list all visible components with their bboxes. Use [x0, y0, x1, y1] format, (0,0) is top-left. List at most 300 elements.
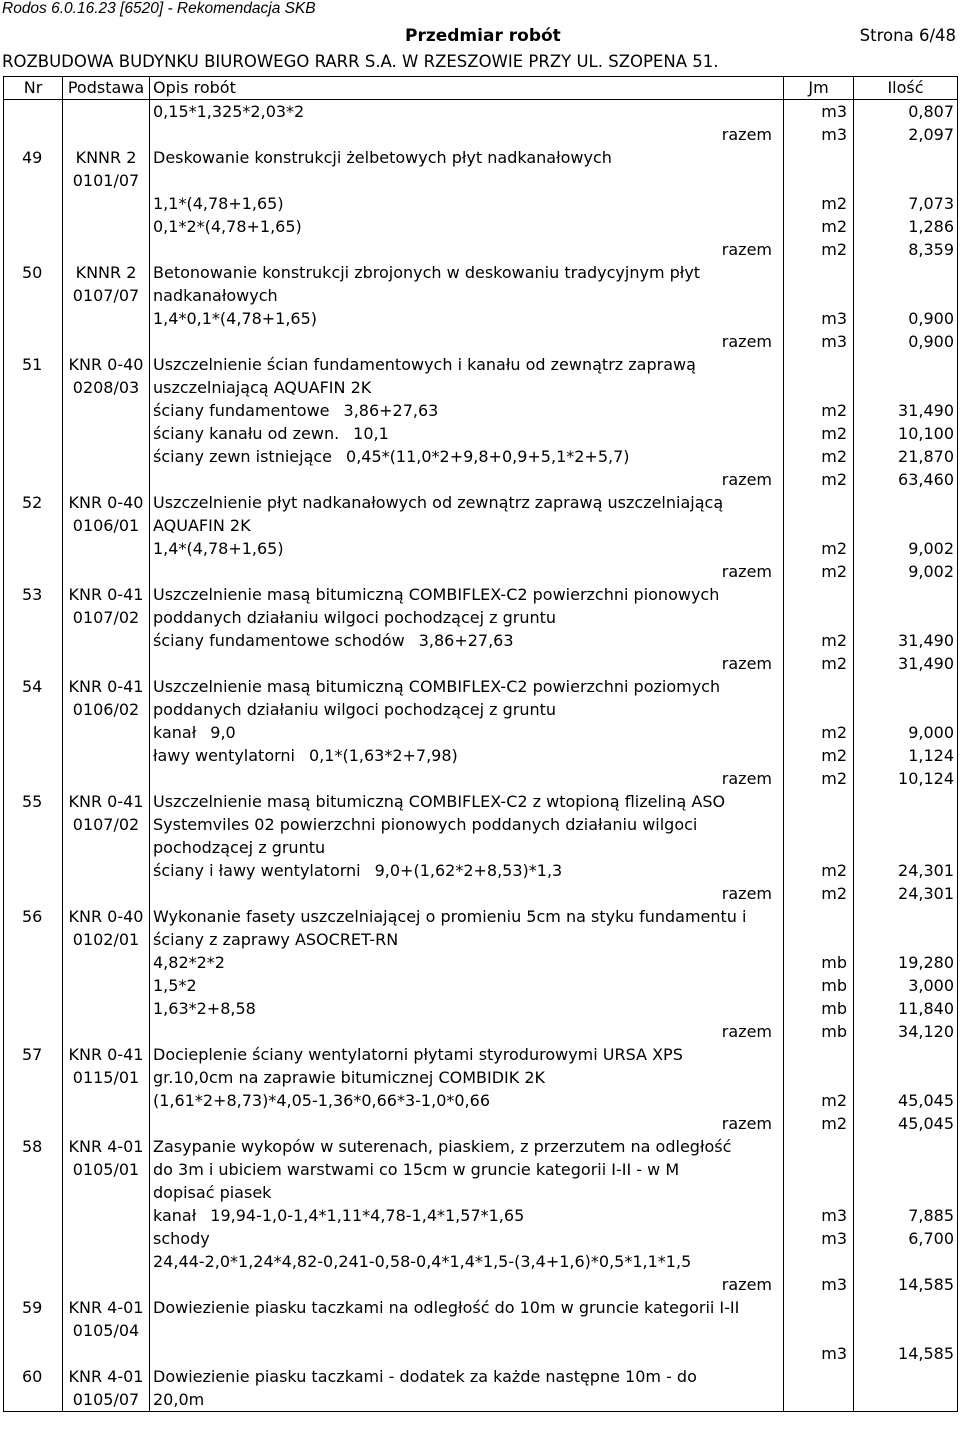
podstawa-cell — [63, 652, 150, 675]
item-number: 50 — [4, 261, 63, 284]
col-header-opis: Opis robót — [150, 77, 784, 100]
item-number — [4, 1181, 63, 1204]
item-basis: KNR 4-01 — [63, 1296, 150, 1319]
measurement-label: ławy wentylatorni — [153, 746, 295, 765]
list-item — [4, 169, 958, 192]
nr-cell — [4, 537, 63, 560]
item-number — [4, 928, 63, 951]
jm-cell: m3 — [784, 1204, 854, 1227]
measurement-cell — [150, 192, 784, 215]
ilosc-cell — [854, 1296, 958, 1319]
podstawa-cell — [63, 1089, 150, 1112]
podstawa-cell — [63, 629, 150, 652]
measurement — [153, 1204, 780, 1227]
measurement-expression: 4,82*2*2 — [153, 953, 225, 972]
jm-cell — [784, 169, 854, 192]
jm-cell: m2 — [784, 422, 854, 445]
item-description: Systemviles 02 powierzchni pionowych poddanych działaniu wilgoci — [150, 813, 784, 836]
razem-label-cell — [150, 560, 784, 583]
item-number — [4, 1158, 63, 1181]
ilosc-cell: 11,840 — [854, 997, 958, 1020]
measurement-label: ściany fundamentowe schodów — [153, 631, 405, 650]
ilosc-cell — [854, 514, 958, 537]
item-description: Dowiezienie piasku taczkami - dodatek za każde następne 10m - do — [150, 1365, 784, 1388]
measurement-expression: 10,1 — [353, 424, 389, 443]
item-number — [4, 376, 63, 399]
col-header-jm: Jm — [784, 77, 854, 100]
nr-cell — [4, 399, 63, 422]
jm-cell: m2 — [784, 192, 854, 215]
measurement — [153, 997, 780, 1020]
table-row — [4, 721, 958, 744]
col-header-ilosc: Ilość — [854, 77, 958, 100]
list-item — [4, 1319, 958, 1342]
table-row — [4, 951, 958, 974]
razem-label: razem — [721, 240, 772, 259]
podstawa-cell — [63, 307, 150, 330]
podstawa-cell — [63, 560, 150, 583]
ilosc-cell: 31,490 — [854, 399, 958, 422]
measurement-cell — [150, 445, 784, 468]
jm-cell: m2 — [784, 767, 854, 790]
jm-cell: mb — [784, 951, 854, 974]
ilosc-cell — [854, 261, 958, 284]
item-basis: 0107/07 — [63, 284, 150, 307]
ilosc-cell — [854, 376, 958, 399]
nr-cell — [4, 859, 63, 882]
table-row — [4, 100, 958, 124]
jm-cell: m2 — [784, 629, 854, 652]
jm-cell: m2 — [784, 560, 854, 583]
measurement-cell — [150, 721, 784, 744]
item-number — [4, 698, 63, 721]
razem-label-cell — [150, 238, 784, 261]
ilosc-cell: 34,120 — [854, 1020, 958, 1043]
ilosc-cell — [854, 1135, 958, 1158]
item-basis: 0106/02 — [63, 698, 150, 721]
item-basis: 0107/02 — [63, 813, 150, 836]
podstawa-cell — [63, 1112, 150, 1135]
measurement-cell — [150, 307, 784, 330]
item-description: AQUAFIN 2K — [150, 514, 784, 537]
list-item — [4, 928, 958, 951]
razem-label: razem — [721, 562, 772, 581]
measurement — [153, 399, 780, 422]
item-description: nadkanałowych — [150, 284, 784, 307]
nr-cell — [4, 1089, 63, 1112]
table-row — [4, 307, 958, 330]
item-number — [4, 514, 63, 537]
razem-label-cell — [150, 330, 784, 353]
nr-cell — [4, 192, 63, 215]
item-basis: KNR 0-41 — [63, 583, 150, 606]
jm-cell: m2 — [784, 1112, 854, 1135]
jm-cell: m3 — [784, 1273, 854, 1296]
podstawa-cell — [63, 445, 150, 468]
podstawa-cell — [63, 1020, 150, 1043]
jm-cell — [784, 836, 854, 859]
ilosc-cell: 8,359 — [854, 238, 958, 261]
item-number: 54 — [4, 675, 63, 698]
measurement — [153, 307, 780, 330]
ilosc-cell: 7,885 — [854, 1204, 958, 1227]
ilosc-cell — [854, 1066, 958, 1089]
measurement-expression: 1,5*2 — [153, 976, 197, 995]
razem-label: razem — [721, 884, 772, 903]
measurement-cell — [150, 1204, 784, 1227]
jm-cell — [784, 583, 854, 606]
measurement-cell — [150, 399, 784, 422]
measurement — [153, 721, 780, 744]
list-item — [4, 514, 958, 537]
ilosc-cell: 24,301 — [854, 859, 958, 882]
measurement-cell — [150, 422, 784, 445]
nr-cell — [4, 652, 63, 675]
podstawa-cell — [63, 859, 150, 882]
list-item — [4, 1135, 958, 1158]
item-basis: 0208/03 — [63, 376, 150, 399]
measurement-label: kanał — [153, 723, 197, 742]
ilosc-cell: 9,002 — [854, 560, 958, 583]
measurement-cell — [150, 629, 784, 652]
measurement — [153, 422, 780, 445]
item-number — [4, 1319, 63, 1342]
table-row — [4, 215, 958, 238]
nr-cell — [4, 629, 63, 652]
item-description: Uszczelnienie ścian fundamentowych i kanału od zewnątrz zaprawą — [150, 353, 784, 376]
item-basis: KNR 4-01 — [63, 1135, 150, 1158]
item-basis: KNR 0-41 — [63, 675, 150, 698]
item-description: Docieplenie ściany wentylatorni płytami styrodurowymi URSA XPS — [150, 1043, 784, 1066]
razem-label: razem — [721, 1114, 772, 1133]
podstawa-cell — [63, 951, 150, 974]
nr-cell — [4, 1020, 63, 1043]
razem-label-cell — [150, 1112, 784, 1135]
podstawa-cell — [63, 215, 150, 238]
podstawa-cell — [63, 100, 150, 124]
list-item — [4, 1158, 958, 1181]
measurement — [153, 629, 780, 652]
jm-cell — [784, 284, 854, 307]
item-basis: 0107/02 — [63, 606, 150, 629]
nr-cell — [4, 307, 63, 330]
ilosc-cell: 45,045 — [854, 1089, 958, 1112]
ilosc-cell: 6,700 — [854, 1227, 958, 1273]
razem-label: razem — [721, 125, 772, 144]
nr-cell — [4, 445, 63, 468]
list-item — [4, 284, 958, 307]
razem-row — [4, 468, 958, 491]
nr-cell — [4, 1112, 63, 1135]
podstawa-cell — [63, 1342, 150, 1365]
item-number: 59 — [4, 1296, 63, 1319]
table-row — [4, 629, 958, 652]
nr-cell — [4, 123, 63, 146]
ilosc-cell: 31,490 — [854, 652, 958, 675]
item-description: Uszczelnienie masą bitumiczną COMBIFLEX-C2 z wtopioną flizeliną ASO — [150, 790, 784, 813]
jm-cell — [784, 1365, 854, 1388]
item-number: 53 — [4, 583, 63, 606]
ilosc-cell: 0,807 — [854, 100, 958, 124]
ilosc-cell — [854, 1365, 958, 1388]
item-description: 20,0m — [150, 1388, 784, 1412]
razem-row — [4, 238, 958, 261]
ilosc-cell — [854, 905, 958, 928]
ilosc-cell: 10,124 — [854, 767, 958, 790]
ilosc-cell: 0,900 — [854, 330, 958, 353]
item-basis — [63, 1181, 150, 1204]
measurement — [153, 974, 780, 997]
podstawa-cell — [63, 767, 150, 790]
list-item — [4, 1296, 958, 1319]
podstawa-cell — [63, 330, 150, 353]
ilosc-cell: 9,002 — [854, 537, 958, 560]
item-basis: 0106/01 — [63, 514, 150, 537]
item-basis: KNR 4-01 — [63, 1365, 150, 1388]
podstawa-cell — [63, 192, 150, 215]
ilosc-cell — [854, 146, 958, 169]
nr-cell — [4, 1342, 63, 1365]
item-description: Deskowanie konstrukcji żelbetowych płyt nadkanałowych — [150, 146, 784, 169]
measurement — [153, 537, 780, 560]
item-number — [4, 284, 63, 307]
jm-cell: mb — [784, 997, 854, 1020]
measurement-label: ściany zewn istniejące — [153, 447, 333, 466]
ilosc-cell — [854, 1319, 958, 1342]
measurement-label: ściany fundamentowe — [153, 401, 330, 420]
jm-cell: m3 — [784, 1227, 854, 1273]
podstawa-cell — [63, 744, 150, 767]
item-description: Dowiezienie piasku taczkami na odległość do 10m w gruncie kategorii I-II — [150, 1296, 784, 1319]
razem-row — [4, 123, 958, 146]
item-number: 57 — [4, 1043, 63, 1066]
measurement-expression: 1,63*2+8,58 — [153, 999, 256, 1018]
jm-cell: m2 — [784, 215, 854, 238]
jm-cell — [784, 1066, 854, 1089]
jm-cell — [784, 1158, 854, 1181]
item-basis: 0102/01 — [63, 928, 150, 951]
jm-cell — [784, 353, 854, 376]
razem-label: razem — [721, 1022, 772, 1041]
razem-label: razem — [721, 1275, 772, 1294]
razem-row — [4, 330, 958, 353]
ilosc-cell: 1,124 — [854, 744, 958, 767]
ilosc-cell — [854, 836, 958, 859]
table-row — [4, 859, 958, 882]
ilosc-cell — [854, 928, 958, 951]
jm-cell — [784, 1296, 854, 1319]
measurement — [153, 859, 780, 882]
nr-cell — [4, 744, 63, 767]
measurement-expression: 24,44-2,0*1,24*4,82-0,241-0,58-0,4*1,4*1,5-(3,4+1,6)*0,5*1,1*1,5 — [153, 1252, 692, 1271]
project-name: ROZBUDOWA BUDYNKU BIUROWEGO RARR S.A. W RZESZOWIE PRZY UL. SZOPENA 51. — [2, 52, 719, 71]
jm-cell: m2 — [784, 537, 854, 560]
ilosc-cell — [854, 790, 958, 813]
ilosc-cell: 1,286 — [854, 215, 958, 238]
list-item — [4, 491, 958, 514]
item-description: Zasypanie wykopów w suterenach, piaskiem, z przerzutem na odległość — [150, 1135, 784, 1158]
list-item — [4, 905, 958, 928]
measurement — [153, 100, 780, 123]
nr-cell — [4, 951, 63, 974]
jm-cell: mb — [784, 974, 854, 997]
podstawa-cell — [63, 721, 150, 744]
table-row — [4, 997, 958, 1020]
list-item — [4, 583, 958, 606]
table-row — [4, 445, 958, 468]
podstawa-cell — [63, 468, 150, 491]
item-basis: 0115/01 — [63, 1066, 150, 1089]
ilosc-cell — [854, 813, 958, 836]
table-header-row — [4, 77, 958, 100]
item-number — [4, 606, 63, 629]
razem-row — [4, 1020, 958, 1043]
measurement-cell — [150, 1227, 784, 1273]
item-description — [150, 169, 784, 192]
razem-row — [4, 767, 958, 790]
col-header-podstawa: Podstawa — [63, 77, 150, 100]
jm-cell — [784, 698, 854, 721]
table-row — [4, 399, 958, 422]
jm-cell: m3 — [784, 330, 854, 353]
jm-cell — [784, 606, 854, 629]
jm-cell — [784, 675, 854, 698]
measurement-expression: 0,45*(11,0*2+9,8+0,9+5,1*2+5,7) — [346, 447, 630, 466]
razem-label-cell — [150, 882, 784, 905]
measurement — [153, 951, 780, 974]
item-description: poddanych działaniu wilgoci pochodzącej z gruntu — [150, 698, 784, 721]
ilosc-cell: 10,100 — [854, 422, 958, 445]
list-item — [4, 606, 958, 629]
jm-cell: m3 — [784, 100, 854, 124]
jm-cell: m2 — [784, 468, 854, 491]
podstawa-cell — [63, 123, 150, 146]
ilosc-cell: 7,073 — [854, 192, 958, 215]
ilosc-cell: 2,097 — [854, 123, 958, 146]
measurement — [153, 744, 780, 767]
ilosc-cell: 3,000 — [854, 974, 958, 997]
item-basis: KNR 0-41 — [63, 790, 150, 813]
jm-cell — [784, 1135, 854, 1158]
nr-cell — [4, 330, 63, 353]
podstawa-cell — [63, 422, 150, 445]
nr-cell — [4, 560, 63, 583]
podstawa-cell — [63, 974, 150, 997]
table-row — [4, 1089, 958, 1112]
measurement-cell — [150, 859, 784, 882]
jm-cell — [784, 1043, 854, 1066]
jm-cell — [784, 1319, 854, 1342]
podstawa-cell — [63, 537, 150, 560]
jm-cell — [784, 376, 854, 399]
item-number — [4, 813, 63, 836]
item-number: 55 — [4, 790, 63, 813]
item-description: dopisać piasek — [150, 1181, 784, 1204]
measurement-cell — [150, 997, 784, 1020]
item-basis: KNNR 2 — [63, 261, 150, 284]
jm-cell — [784, 905, 854, 928]
item-basis — [63, 836, 150, 859]
list-item — [4, 813, 958, 836]
jm-cell: m2 — [784, 882, 854, 905]
ilosc-cell — [854, 353, 958, 376]
item-number — [4, 836, 63, 859]
jm-cell: m2 — [784, 859, 854, 882]
list-item — [4, 376, 958, 399]
item-description: do 3m i ubiciem warstwami co 15cm w gruncie kategorii I-II - w M — [150, 1158, 784, 1181]
ilosc-cell: 63,460 — [854, 468, 958, 491]
ilosc-cell: 9,000 — [854, 721, 958, 744]
nr-cell — [4, 721, 63, 744]
item-basis: 0105/07 — [63, 1388, 150, 1412]
jm-cell — [784, 928, 854, 951]
ilosc-cell: 0,900 — [854, 307, 958, 330]
jm-cell: m3 — [784, 307, 854, 330]
list-item — [4, 353, 958, 376]
measurement — [153, 445, 780, 468]
measurement-label: schody — [153, 1229, 210, 1248]
jm-cell — [784, 514, 854, 537]
nr-cell — [4, 767, 63, 790]
list-item — [4, 1066, 958, 1089]
item-description: poddanych działaniu wilgoci pochodzącej z gruntu — [150, 606, 784, 629]
list-item — [4, 675, 958, 698]
nr-cell — [4, 974, 63, 997]
measurement-label: ściany kanału od zewn. — [153, 424, 340, 443]
list-item — [4, 1043, 958, 1066]
measurement — [153, 215, 780, 238]
ilosc-cell — [854, 1043, 958, 1066]
ilosc-cell — [854, 583, 958, 606]
table-row — [4, 1204, 958, 1227]
item-description: Uszczelnienie masą bitumiczną COMBIFLEX-C2 powierzchni pionowych — [150, 583, 784, 606]
item-basis: 0105/04 — [63, 1319, 150, 1342]
razem-row — [4, 652, 958, 675]
razem-label: razem — [721, 470, 772, 489]
table-row — [4, 1342, 958, 1365]
measurement-expression: 3,86+27,63 — [418, 631, 514, 650]
podstawa-cell — [63, 399, 150, 422]
list-item — [4, 698, 958, 721]
app-version-header: Rodos 6.0.16.23 [6520] - Rekomendacja SKB — [2, 0, 316, 17]
estimate-table — [3, 76, 958, 1412]
ilosc-cell — [854, 606, 958, 629]
measurement — [153, 1089, 780, 1112]
measurement-cell — [150, 1342, 784, 1365]
list-item — [4, 790, 958, 813]
jm-cell: m3 — [784, 123, 854, 146]
ilosc-cell — [854, 1158, 958, 1181]
measurement-expression: 3,86+27,63 — [343, 401, 439, 420]
razem-label-cell — [150, 1273, 784, 1296]
ilosc-cell: 14,585 — [854, 1273, 958, 1296]
table-row — [4, 537, 958, 560]
jm-cell: m2 — [784, 238, 854, 261]
ilosc-cell: 45,045 — [854, 1112, 958, 1135]
ilosc-cell — [854, 1181, 958, 1204]
item-number: 58 — [4, 1135, 63, 1158]
nr-cell — [4, 1273, 63, 1296]
ilosc-cell — [854, 675, 958, 698]
razem-label-cell — [150, 123, 784, 146]
item-number: 56 — [4, 905, 63, 928]
measurement-cell — [150, 100, 784, 124]
razem-label: razem — [721, 654, 772, 673]
col-header-nr: Nr — [4, 77, 63, 100]
ilosc-cell — [854, 491, 958, 514]
podstawa-cell — [63, 1204, 150, 1227]
razem-row — [4, 1112, 958, 1135]
